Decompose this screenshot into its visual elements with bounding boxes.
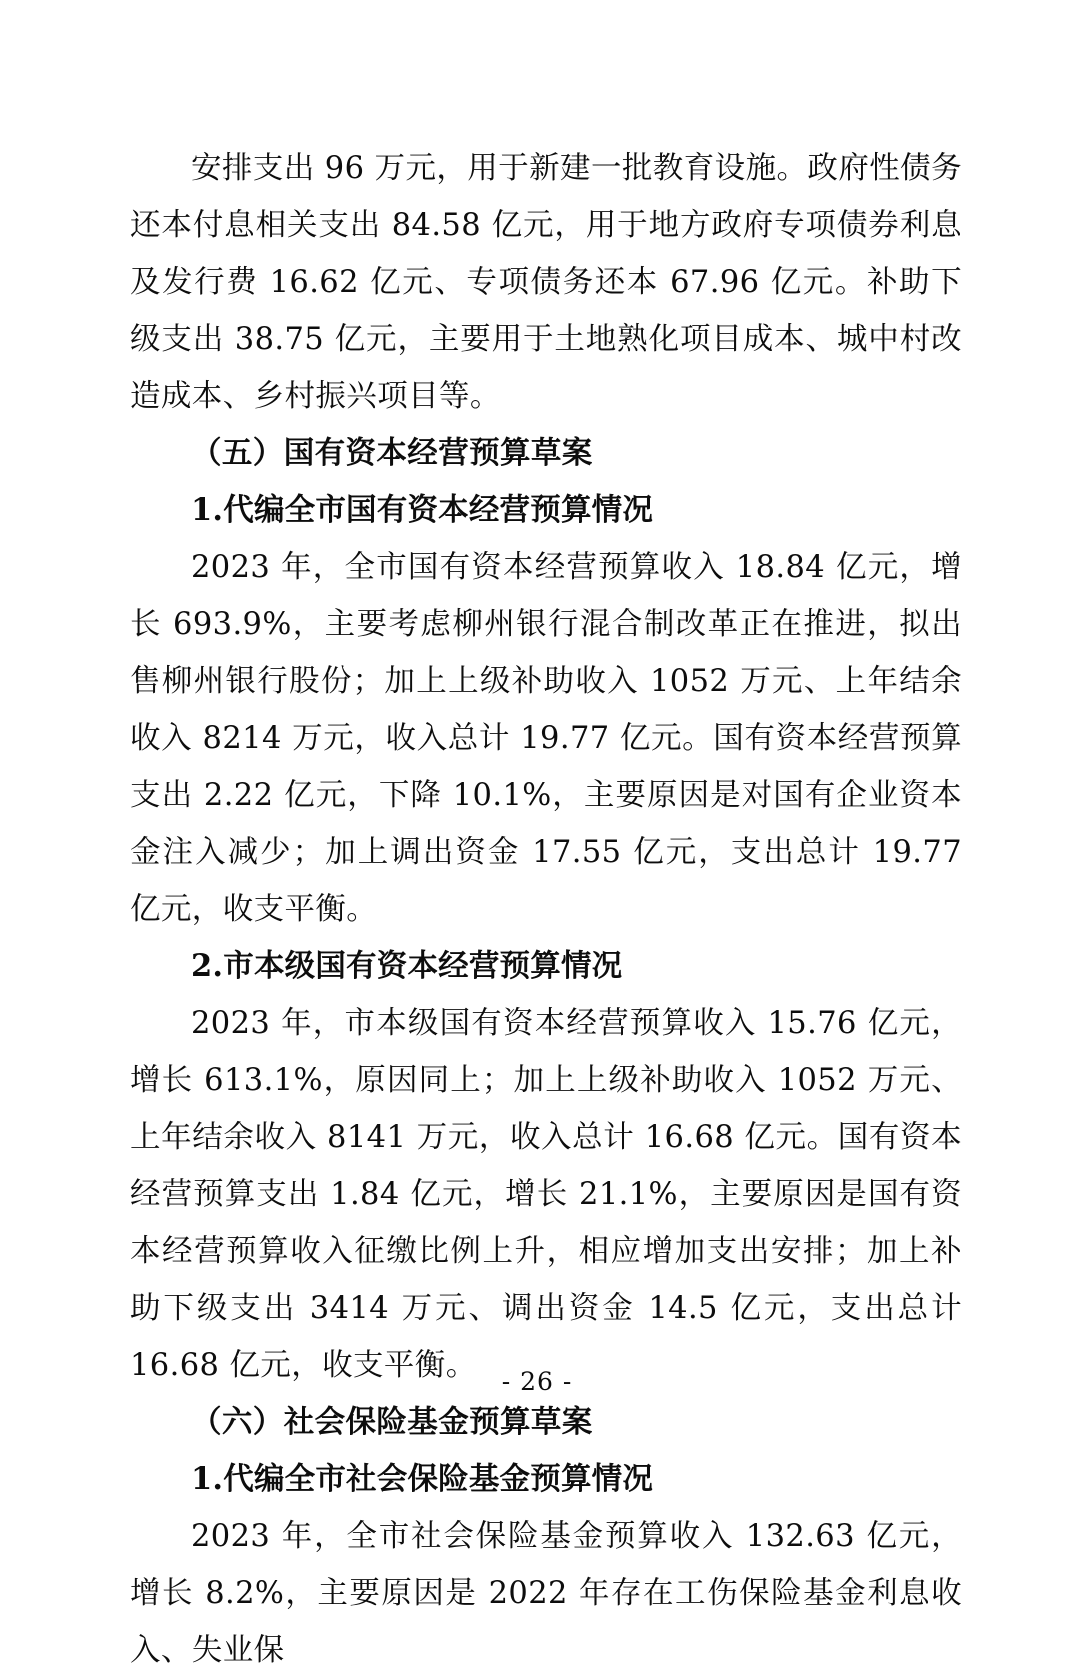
heading-section-five: （五）国有资本经营预算草案 <box>191 435 593 471</box>
heading-citywide-state-capital: 1.代编全市国有资本经营预算情况 <box>191 492 654 528</box>
heading-section-six: （六）社会保险基金预算草案 <box>191 1404 593 1440</box>
page-number-footer: - 26 - <box>501 1367 573 1396</box>
paragraph-citywide-state-capital: 2023 年，全市国有资本经营预算收入 18.84 亿元，增长 693.9%，主要考虑柳州银行混合制改革正在推进，拟出售柳州银行股份；加上上级补助收入 1052 万元、上年结余收入 8214 万元，收入总计 19.77 亿元。国有资本经营预算支出 2.22 亿元，下降 10.1%，主要原因是对国有企业资本金注入减少；加上调出资金 17.55 亿元，支出总计 19.77 亿元，收支平衡。 <box>130 550 962 927</box>
paragraph-debt-expenditure: 安排支出 96 万元，用于新建一批教育设施。政府性债务还本付息相关支出 84.58 亿元，用于地方政府专项债券利息及发行费 16.62 亿元、专项债务还本 67.96 亿元。补助下级支出 38.75 亿元，主要用于土地熟化项目成本、城中村改造成本、乡村振兴项目等。 <box>130 151 962 414</box>
paragraph-municipal-state-capital: 2023 年，市本级国有资本经营预算收入 15.76 亿元，增长 613.1%，原因同上；加上上级补助收入 1052 万元、上年结余收入 8141 万元，收入总计 16.68 亿元。国有资本经营预算支出 1.84 亿元，增长 21.1%，主要原因是国有资本经营预算收入征缴比例上升，相应增加支出安排；加上补助下级支出 3414 万元、调出资金 14.5 亿元，支出总计 16.68 亿元，收支平衡。 <box>130 1006 962 1383</box>
heading-municipal-state-capital: 2.市本级国有资本经营预算情况 <box>191 948 623 984</box>
paragraph-citywide-social-insurance: 2023 年，全市社会保险基金预算收入 132.63 亿元，增长 8.2%，主要原因是 2022 年存在工伤保险基金利息收入、失业保 <box>130 1519 962 1668</box>
heading-citywide-social-insurance: 1.代编全市社会保险基金预算情况 <box>191 1461 654 1497</box>
